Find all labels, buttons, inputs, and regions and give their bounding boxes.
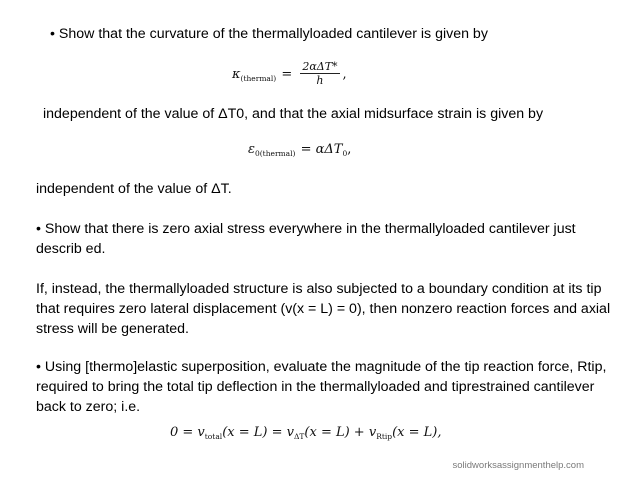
equation-curvature (232, 60, 347, 87)
epsilon-symbol: ε (248, 142, 255, 157)
eq1-comma: , (342, 67, 347, 82)
fraction-numerator: 2αΔT* (302, 60, 338, 73)
boundary-condition-paragraph: If, instead, the thermallyloaded structure is also subjected to a boundary condition at its tip that requires zero lateral displacement (v(x = L) = 0), then nonzero reaction forces and axial stress will be generated. (36, 281, 611, 337)
bullet-curvature: • Show that the curvature of the thermallyloaded cantilever is given by (50, 26, 488, 42)
eq3-part1: 0 = v (170, 425, 205, 440)
footer-website: solidworksassignmenthelp.com (452, 460, 584, 471)
strain-rhs: = αΔT (300, 142, 343, 157)
epsilon-subscript: 0(thermal) (254, 149, 296, 158)
bullet-zero-axial-stress: • Show that there is zero axial stress everywhere in the thermallyloaded cantilever just describ ed. (36, 221, 576, 257)
kappa-symbol: κ (232, 67, 241, 82)
eq3-part4: (x = L), (392, 425, 442, 440)
curvature-fraction (300, 60, 339, 87)
equation-midsurface-strain (248, 138, 351, 158)
kappa-subscript: (thermal) (240, 74, 277, 83)
equals-sign: = (281, 67, 293, 82)
eq3-sub-dt: ΔT (293, 432, 305, 441)
eq3-part2: (x = L) = v (222, 425, 294, 440)
bullet-superposition: • Using [thermo]elastic superposition, evaluate the magnitude of the tip reaction force, Rtip, required to bring the total tip deflection in the thermallyloaded and tiprestrained cantilever back to zero; i.e. (36, 359, 607, 415)
fraction-denominator: h (316, 74, 324, 87)
eq2-comma: , (347, 142, 352, 157)
equation-tip-deflection (170, 421, 441, 441)
eq3-sub-total: total (204, 432, 223, 441)
independent-of-dt0-text: independent of the value of ΔT0, and that the axial midsurface strain is given by (43, 106, 544, 122)
independent-of-dt-text: independent of the value of ΔT. (36, 181, 232, 197)
eq3-part3: (x = L) + v (304, 425, 377, 440)
eq3-sub-rtip: Rtip (376, 432, 393, 441)
strain-rhs-subscript: 0 (342, 149, 348, 158)
